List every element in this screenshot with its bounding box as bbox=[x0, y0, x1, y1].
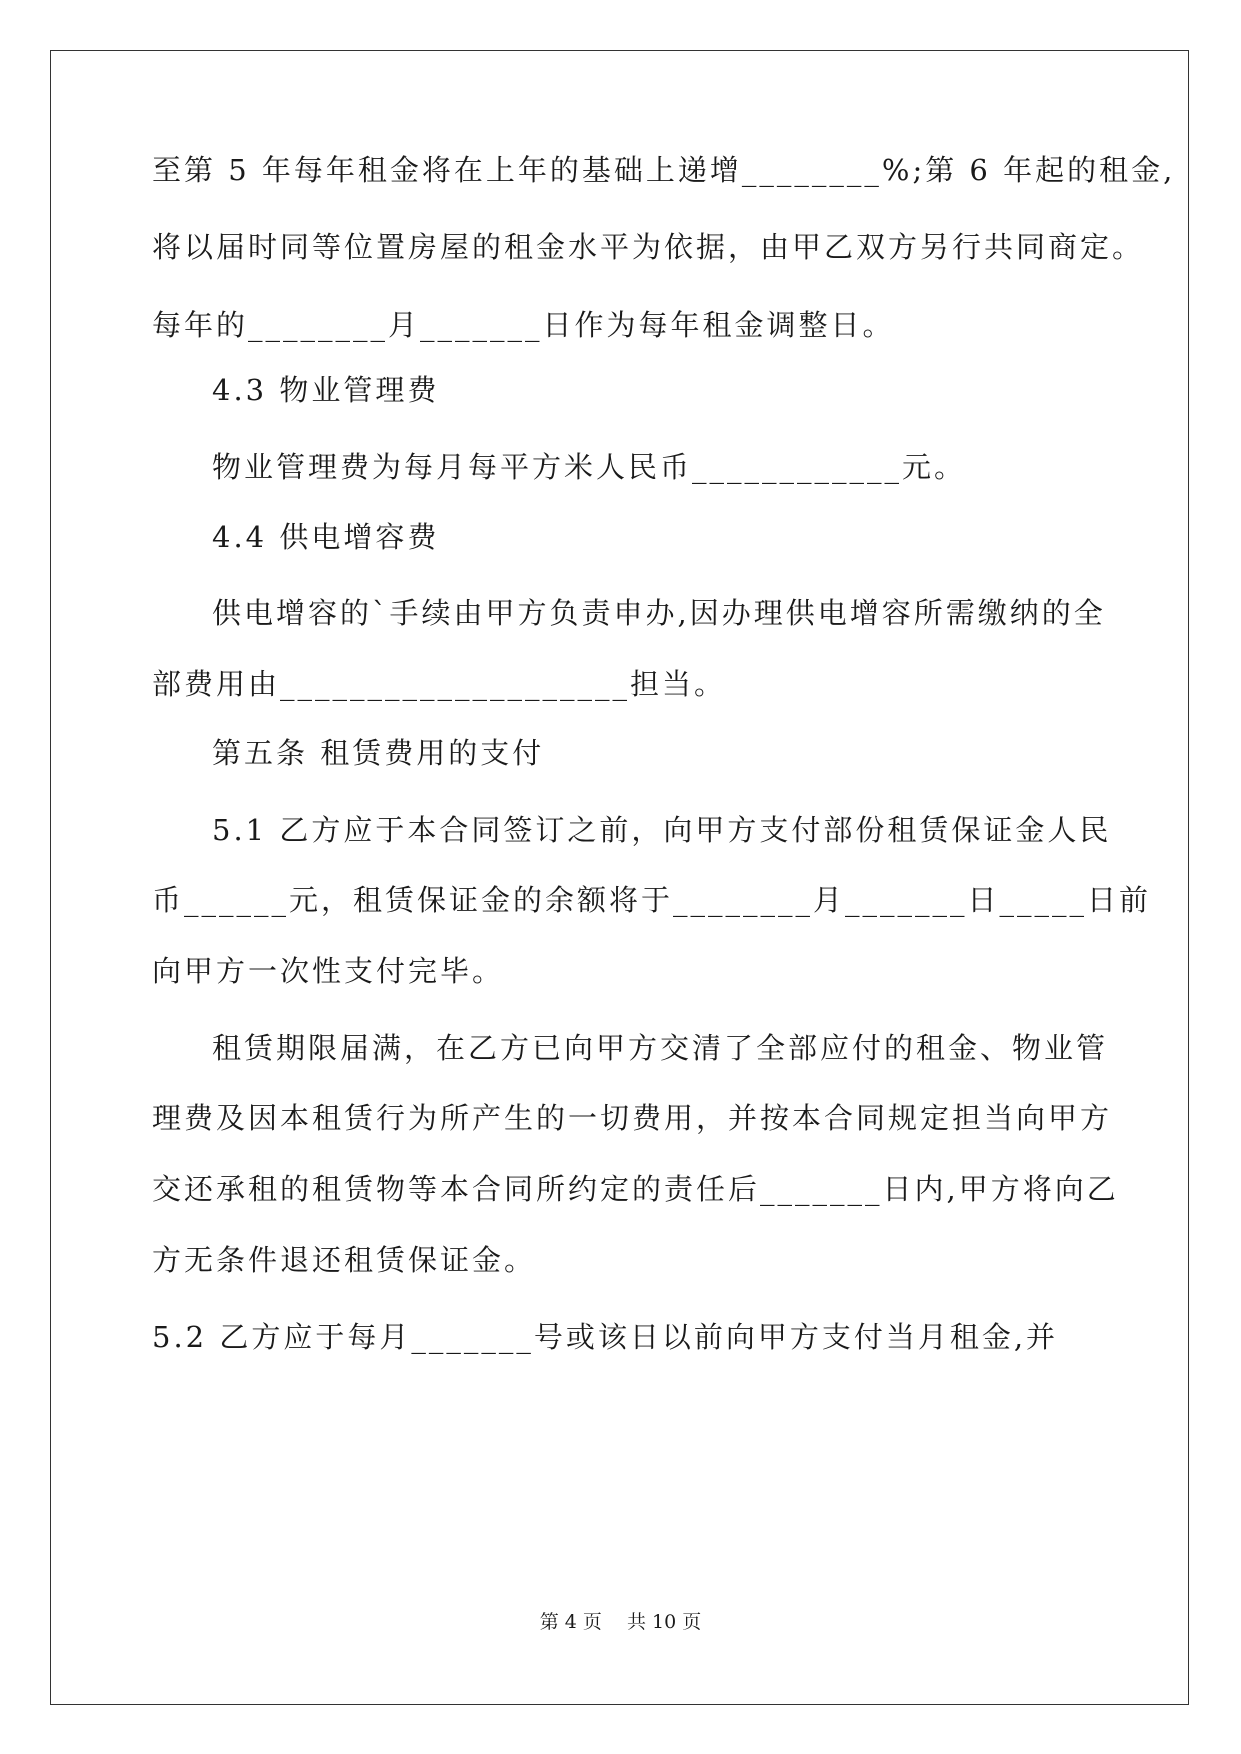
contract-line: 方无条件退还租赁保证金。 bbox=[152, 1243, 537, 1277]
contract-line: 5.2 乙方应于每月_______号或该日以前向甲方支付当月租金,并 bbox=[152, 1320, 1059, 1354]
contract-line: 物业管理费为每月每平方米人民币____________元。 bbox=[212, 450, 967, 484]
contract-line: 每年的________月_______日作为每年租金调整日。 bbox=[152, 308, 895, 342]
contract-line: 币______元，租赁保证金的余额将于________月_______日_____日前 bbox=[152, 883, 1152, 917]
contract-line: 部费用由____________________担当。 bbox=[152, 667, 727, 701]
contract-line: 至第 5 年每年租金将在上年的基础上递增________%;第 6 年起的租金, bbox=[152, 153, 1176, 187]
contract-line: 5.1 乙方应于本合同签订之前，向甲方支付部份租赁保证金人民 bbox=[212, 813, 1112, 847]
contract-line: 交还承租的租赁物等本合同所约定的责任后_______日内,甲方将向乙 bbox=[152, 1172, 1119, 1206]
contract-line: 供电增容的`手续由甲方负责申办,因办理供电增容所需缴纳的全 bbox=[212, 596, 1106, 630]
section-heading-4-4: 4.4 供电增容费 bbox=[212, 520, 440, 554]
page-number-footer: 第 4 页 共 10 页 bbox=[539, 1611, 702, 1633]
contract-line: 向甲方一次性支付完毕。 bbox=[152, 954, 505, 988]
page-border bbox=[50, 50, 1189, 1705]
article-heading-5: 第五条 租赁费用的支付 bbox=[212, 736, 545, 770]
contract-line: 理费及因本租赁行为所产生的一切费用，并按本合同规定担当向甲方 bbox=[152, 1101, 1113, 1135]
contract-line: 将以届时同等位置房屋的租金水平为依据，由甲乙双方另行共同商定。 bbox=[152, 230, 1145, 264]
section-heading-4-3: 4.3 物业管理费 bbox=[212, 373, 440, 407]
contract-line: 租赁期限届满，在乙方已向甲方交清了全部应付的租金、物业管 bbox=[212, 1031, 1109, 1065]
